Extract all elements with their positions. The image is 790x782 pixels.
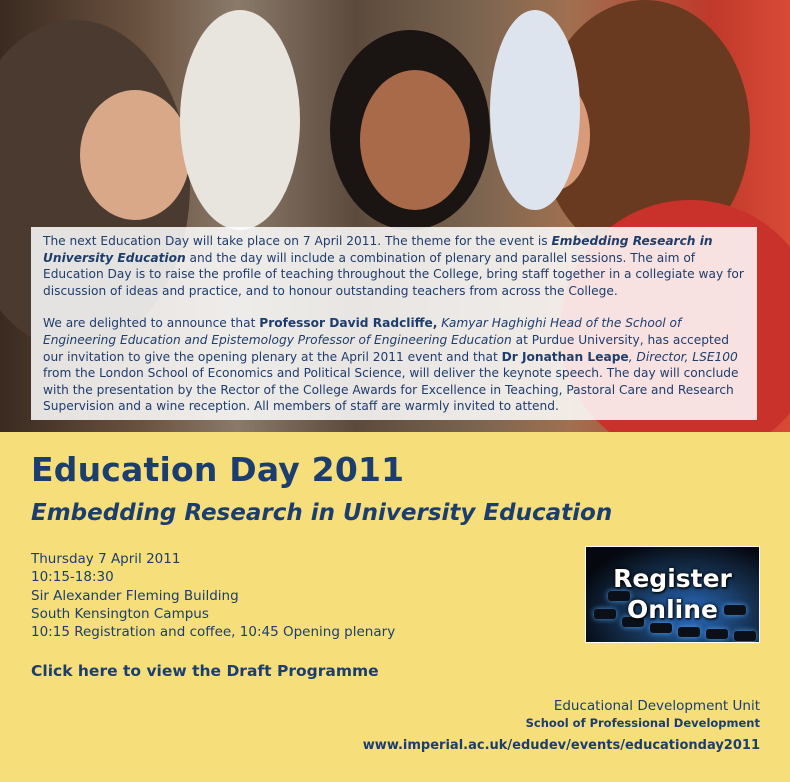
page-subtitle: Embedding Research in University Education [31,500,613,526]
person-back-shape [180,10,300,230]
register-online-button[interactable] [585,546,760,643]
event-schedule: 10:15 Registration and coffee, 10:45 Opening plenary [31,624,396,641]
keyboard-key-shape [706,629,728,639]
event-date: Thursday 7 April 2011 [31,551,181,567]
person-far-right-shape [490,10,580,210]
page-title: Education Day 2011 [31,450,405,489]
event-building: Sir Alexander Fleming Building [31,587,239,604]
intro-text-panel [31,227,757,420]
person-center-face-shape [360,70,470,210]
person-left-face-shape [80,90,190,220]
intro-paragraph-1: The next Education Day will take place on 7 April 2011. The theme for the event is Embedding Research in University Education and the day will include a combination of plenary and parallel sessions. The aim of Education Day is to raise the profile of teaching throughout the College, bring staff together in a collegiate way for discussion of ideas and practice, and to honour outstanding teachers from across the College. [43,234,744,298]
intro-paragraph-2: We are delighted to announce that Professor David Radcliffe, Kamyar Haghighi Head of the School of Engineering Education and Epistemology Professor of Engineering Education at Purdue University, has accepted our invitation to give the opening plenary at the April 2011 event and that Dr Jonathan Leape, Director, LSE100 from the London School of Economics and Political Science, will deliver the keynote speech. The day will conclude with the presentation by the Rector of the College Awards for Excellence in Teaching, Pastoral Care and Research Supervision and a wine reception. All members of staff are warmly invited to attend. [43,316,739,414]
event-time: 10:15-18:30 [31,569,114,586]
event-url-link[interactable]: www.imperial.ac.uk/edudev/events/educationday2011 [362,738,760,753]
school-name: School of Professional Development [525,716,760,730]
event-details [31,550,395,641]
event-campus: South Kensington Campus [31,605,209,622]
keyboard-key-shape [678,627,700,637]
keyboard-key-shape [734,631,756,641]
draft-programme-link[interactable]: Click here to view the Draft Programme [31,662,379,680]
register-label-line2: Online [627,595,718,624]
register-label-line1: Register [613,564,732,593]
unit-name: Educational Development Unit [553,698,760,714]
register-label [586,563,759,625]
